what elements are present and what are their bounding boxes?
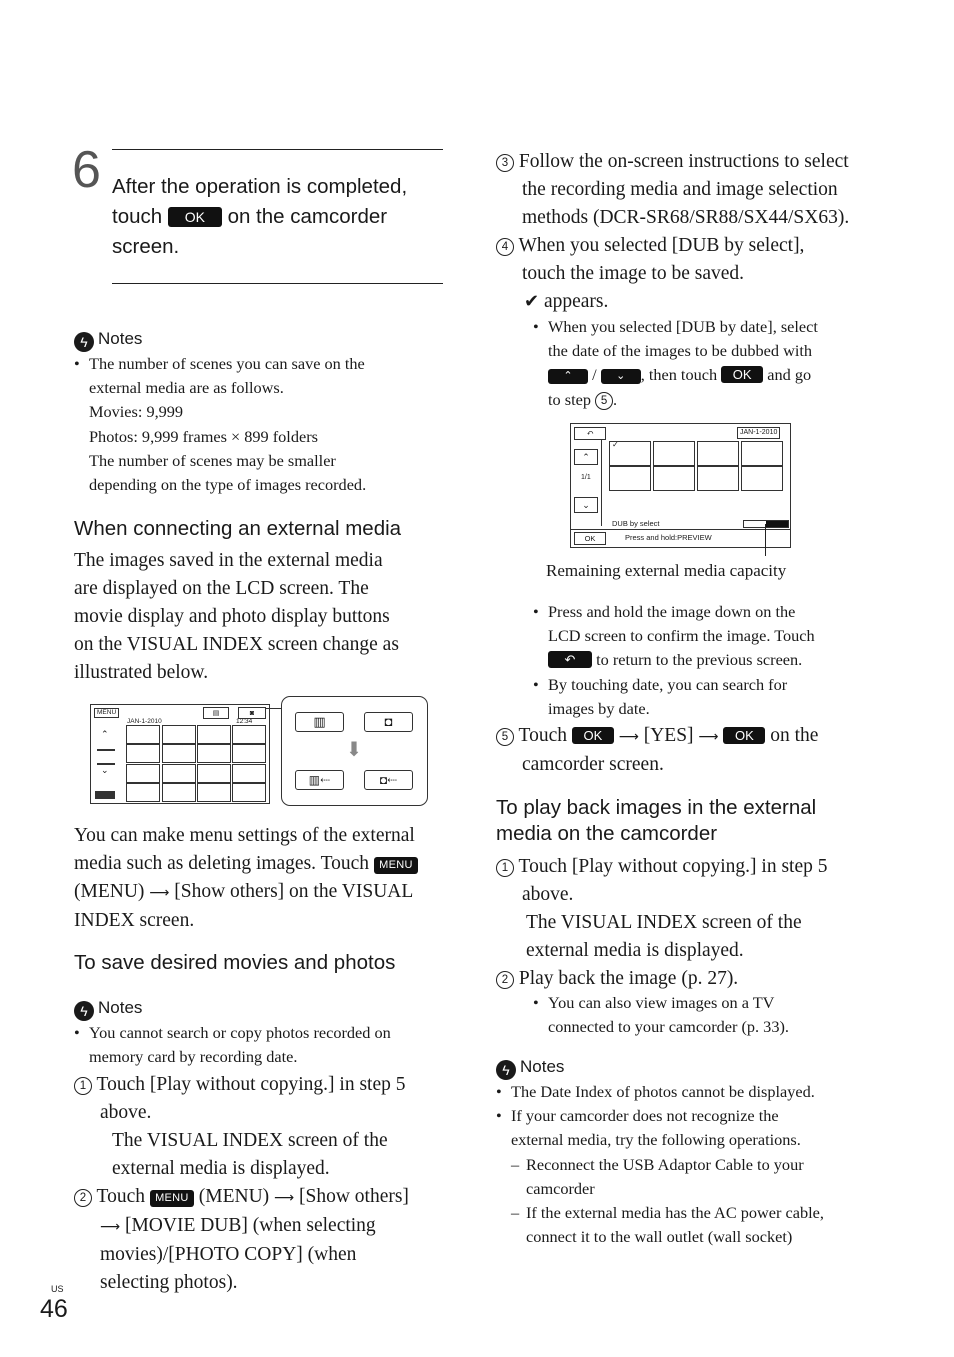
back-button-icon: ↶	[548, 651, 592, 668]
menu-icon: MENU	[94, 708, 119, 718]
text: By touching date, you can search for	[548, 675, 788, 694]
text: (MENU)	[74, 881, 145, 902]
para-line: You can make menu settings of the external	[74, 825, 415, 846]
photo-button-icon: ◙	[238, 707, 266, 719]
bullet: •	[533, 602, 539, 621]
thumbnail	[232, 744, 266, 763]
thumbnail	[126, 725, 160, 744]
text: Touch [Play without copying.] in step 5	[96, 1074, 406, 1095]
text: .	[613, 389, 618, 409]
step6-number: 6	[72, 141, 101, 199]
line	[548, 648, 863, 672]
dash-item	[511, 1153, 876, 1201]
line	[548, 363, 863, 387]
up-button-icon: ⌃	[574, 449, 598, 465]
text: external media is displayed.	[112, 1158, 330, 1179]
capacity-pointer-line	[765, 524, 766, 556]
step3	[496, 148, 896, 232]
text: [Show others]	[298, 1186, 409, 1207]
text: When you selected [DUB by select],	[518, 235, 805, 256]
step6-top-rule	[112, 149, 443, 150]
text: , then touch	[640, 365, 718, 385]
text: the recording media and image selection	[522, 179, 838, 200]
up-button-icon: ⌃	[548, 369, 588, 384]
text: camcorder screen.	[522, 754, 664, 775]
change-arrow-icon: ⬇	[345, 739, 363, 761]
text: You can also view images on a TV	[548, 993, 775, 1012]
text: appears.	[543, 291, 609, 312]
text: Touch	[96, 1186, 145, 1207]
thumbnail	[162, 764, 196, 783]
bullet: •	[533, 675, 539, 694]
capacity-bar	[743, 520, 789, 528]
notes-icon: ϟ	[74, 332, 94, 352]
bullet: •	[496, 1082, 502, 1101]
index-bars-icon	[97, 749, 115, 765]
down-arrow-icon: ⌄	[101, 765, 109, 775]
text: /	[592, 365, 597, 385]
bullet: •	[533, 993, 539, 1012]
step6-text	[112, 172, 452, 262]
text: the date of the images to be dubbed with	[548, 341, 813, 361]
text: The Date Index of photos cannot be displayed.	[511, 1082, 815, 1101]
step-number-icon: 5	[496, 728, 514, 746]
text: above.	[522, 884, 574, 905]
connecting-paragraph	[74, 547, 449, 687]
step6-bottom-rule	[112, 283, 443, 284]
thumbnail	[232, 764, 266, 783]
date-label: JAN-1-2010	[127, 718, 162, 725]
text: When you selected [DUB by date], select	[548, 317, 818, 336]
thumbnail	[197, 744, 231, 763]
region-label: US	[51, 1284, 64, 1294]
dash: –	[511, 1154, 520, 1174]
ok-button: OK	[574, 532, 606, 545]
thumbnail	[162, 744, 196, 763]
note-line: memory card by recording date.	[89, 1047, 298, 1067]
bullet: •	[533, 317, 539, 336]
thumbnail	[741, 441, 783, 466]
thumbnail	[741, 466, 783, 491]
zoom-connector-line	[266, 708, 282, 709]
para-line	[74, 878, 449, 907]
check-icon: ✔	[524, 291, 540, 312]
para-line: The images saved in the external media	[74, 550, 383, 571]
menu-button-icon: MENU	[374, 857, 418, 874]
note-item	[496, 1080, 876, 1104]
thumbnail-grid	[126, 725, 267, 801]
bullet3	[533, 673, 863, 721]
save-step1	[74, 1071, 454, 1183]
para-line: INDEX screen.	[74, 910, 195, 931]
para-line: are displayed on the LCD screen. The	[74, 578, 369, 599]
menu-paragraph	[74, 822, 449, 935]
movie-button-icon: ▤	[203, 707, 229, 719]
heading-line: To play back images in the external	[496, 796, 817, 819]
text: (MENU)	[198, 1186, 270, 1207]
para-line: on the VISUAL INDEX screen change as	[74, 634, 399, 655]
ok-button-icon: OK	[168, 207, 222, 227]
bullet: •	[74, 1023, 80, 1042]
text: to step	[548, 389, 591, 409]
thumbnail	[126, 783, 160, 802]
thumbnail	[653, 466, 695, 491]
thumbnail	[197, 783, 231, 802]
movie-external-button-icon: ▥⇠	[295, 770, 344, 790]
text: and go	[767, 365, 812, 385]
thumbnail	[197, 764, 231, 783]
ok-button-icon: OK	[721, 366, 763, 383]
thumbnail	[653, 441, 695, 466]
text: LCD screen to confirm the image. Touch	[548, 626, 815, 646]
check-icon: ✓	[612, 440, 619, 449]
dash: –	[511, 1203, 520, 1223]
zoom-callout	[281, 696, 428, 806]
dash-item	[511, 1201, 876, 1249]
play2-bullet	[533, 991, 863, 1039]
movie-display-button-icon: ▥	[295, 712, 344, 732]
heading-line: media on the camcorder	[496, 822, 718, 845]
save-step2	[74, 1183, 454, 1297]
down-button-icon: ⌄	[601, 369, 641, 384]
thumbnail	[126, 744, 160, 763]
back-icon	[95, 791, 115, 799]
step-number-icon: 3	[496, 154, 514, 172]
ok-button-icon: OK	[723, 727, 765, 744]
text: touch the image to be saved.	[522, 263, 745, 284]
step6-line2	[112, 202, 452, 232]
date-label: JAN-1-2010	[737, 427, 780, 439]
bottom-rule	[571, 529, 790, 530]
text: The VISUAL INDEX screen of the	[526, 912, 802, 933]
thumbnail	[162, 783, 196, 802]
notes1-heading: ϟ Notes	[74, 328, 142, 352]
line	[548, 388, 863, 412]
notes1-line: Photos: 9,999 frames × 899 folders	[89, 426, 318, 446]
thumbnail	[697, 441, 739, 466]
step-number-icon: 1	[496, 859, 514, 877]
photo-external-button-icon: ◘⇠	[364, 770, 413, 790]
notes-icon: ϟ	[74, 1001, 94, 1021]
right-notes-heading: ϟ Notes	[496, 1056, 564, 1080]
visual-index-illustration	[90, 704, 270, 804]
time-label: 12:34	[236, 718, 253, 725]
step-number-icon: 2	[74, 1189, 92, 1207]
thumbnail	[232, 725, 266, 744]
text: Press and hold the image down on the	[548, 602, 796, 621]
text: [Show others] on the VISUAL	[174, 881, 414, 902]
step6-touch: touch	[112, 205, 163, 228]
step5	[496, 722, 896, 779]
dub-select-screen-illustration	[570, 423, 791, 548]
notes1-line: depending on the type of images recorded.	[89, 475, 367, 495]
preview-hint: Press and hold:PREVIEW	[625, 533, 712, 542]
bullet2	[533, 600, 863, 673]
save-heading: To save desired movies and photos	[74, 951, 396, 974]
thumbnail	[609, 466, 651, 491]
text: media such as deleting images. Touch	[74, 853, 370, 874]
step4	[496, 232, 896, 316]
save-note	[74, 1021, 444, 1069]
text: on the	[770, 725, 819, 746]
arrow-icon: ⟶	[618, 729, 639, 745]
text: above.	[100, 1102, 152, 1123]
step-ref-icon: 5	[595, 392, 613, 410]
thumbnail	[197, 725, 231, 744]
text: The VISUAL INDEX screen of the	[112, 1130, 388, 1151]
text: If your camcorder does not recognize the	[511, 1106, 779, 1126]
text: Follow the on-screen instructions to select	[518, 151, 849, 172]
text: connect it to the wall outlet (wall socket)	[526, 1227, 793, 1247]
play-step1	[496, 853, 896, 993]
step4-bullet	[533, 315, 863, 412]
ok-button-icon: OK	[572, 727, 614, 744]
play-heading	[496, 795, 876, 847]
text: methods (DCR-SR68/SR88/SX44/SX63).	[522, 207, 850, 228]
text: Touch [Play without copying.] in step 5	[518, 856, 828, 877]
notes1-line: The number of scenes may be smaller	[89, 450, 336, 470]
page-number: 46	[40, 1295, 68, 1323]
step6-line3: screen.	[112, 235, 180, 258]
page-indicator: 1/1	[581, 474, 591, 481]
connecting-heading: When connecting an external media	[74, 517, 402, 540]
arrow-icon: ⟶	[698, 729, 719, 745]
right-notes	[496, 1080, 876, 1249]
photo-display-button-icon: ◘	[364, 712, 413, 732]
step6-line1: After the operation is completed,	[112, 175, 408, 198]
note-item	[496, 1104, 876, 1152]
text: to return to the previous screen.	[596, 650, 803, 670]
step6-line2-rest: on the camcorder	[227, 205, 388, 228]
notes1-line: external media are as follows.	[89, 378, 284, 398]
text: movies)/[PHOTO COPY] (when	[100, 1244, 357, 1265]
thumbnail-grid	[609, 441, 785, 491]
capacity-caption: Remaining external media capacity	[546, 561, 787, 580]
text: connected to your camcorder (p. 33).	[548, 1017, 789, 1037]
thumbnail	[162, 725, 196, 744]
notes-icon: ϟ	[496, 1060, 516, 1080]
back-button-icon: ↶	[574, 427, 606, 440]
text: images by date.	[548, 699, 650, 719]
capacity-bar-fill	[766, 521, 788, 527]
thumbnail	[126, 764, 160, 783]
down-button-icon: ⌄	[574, 497, 598, 513]
notes1-line: Movies: 9,999	[89, 402, 184, 422]
step-number-icon: 2	[496, 971, 514, 989]
text: selecting photos).	[100, 1272, 238, 1293]
menu-button-icon: MENU	[150, 1190, 194, 1207]
arrow-icon: ⟶	[149, 885, 170, 901]
step-number-icon: 1	[74, 1077, 92, 1095]
para-line: illustrated below.	[74, 662, 209, 683]
text: If the external media has the AC power cable,	[526, 1203, 824, 1223]
thumbnail	[232, 783, 266, 802]
text: Touch	[518, 725, 567, 746]
mode-label: DUB by select	[612, 519, 660, 528]
scroll-line	[601, 440, 602, 526]
para-line: movie display and photo display buttons	[74, 606, 390, 627]
para-line	[74, 850, 449, 878]
notes1-line: The number of scenes you can save on the	[89, 354, 365, 373]
save-notes-heading: ϟ Notes	[74, 997, 142, 1021]
thumbnail	[697, 466, 739, 491]
step-number-icon: 4	[496, 238, 514, 256]
up-arrow-icon: ⌃	[101, 729, 109, 739]
text: [MOVIE DUB] (when selecting	[124, 1215, 376, 1236]
arrow-icon: ⟶	[274, 1190, 295, 1206]
text: [YES]	[643, 725, 694, 746]
text: Play back the image (p. 27).	[518, 968, 739, 989]
bullet: •	[496, 1106, 502, 1126]
note-line: You cannot search or copy photos recorded on	[89, 1023, 391, 1042]
arrow-icon: ⟶	[100, 1219, 121, 1235]
text: camcorder	[526, 1178, 595, 1198]
text: external media is displayed.	[526, 940, 744, 961]
text: external media, try the following operations.	[511, 1130, 801, 1150]
thumbnail	[609, 441, 651, 466]
bullet: •	[74, 354, 80, 373]
text: Reconnect the USB Adaptor Cable to your	[526, 1154, 804, 1174]
notes1-item	[74, 352, 434, 497]
